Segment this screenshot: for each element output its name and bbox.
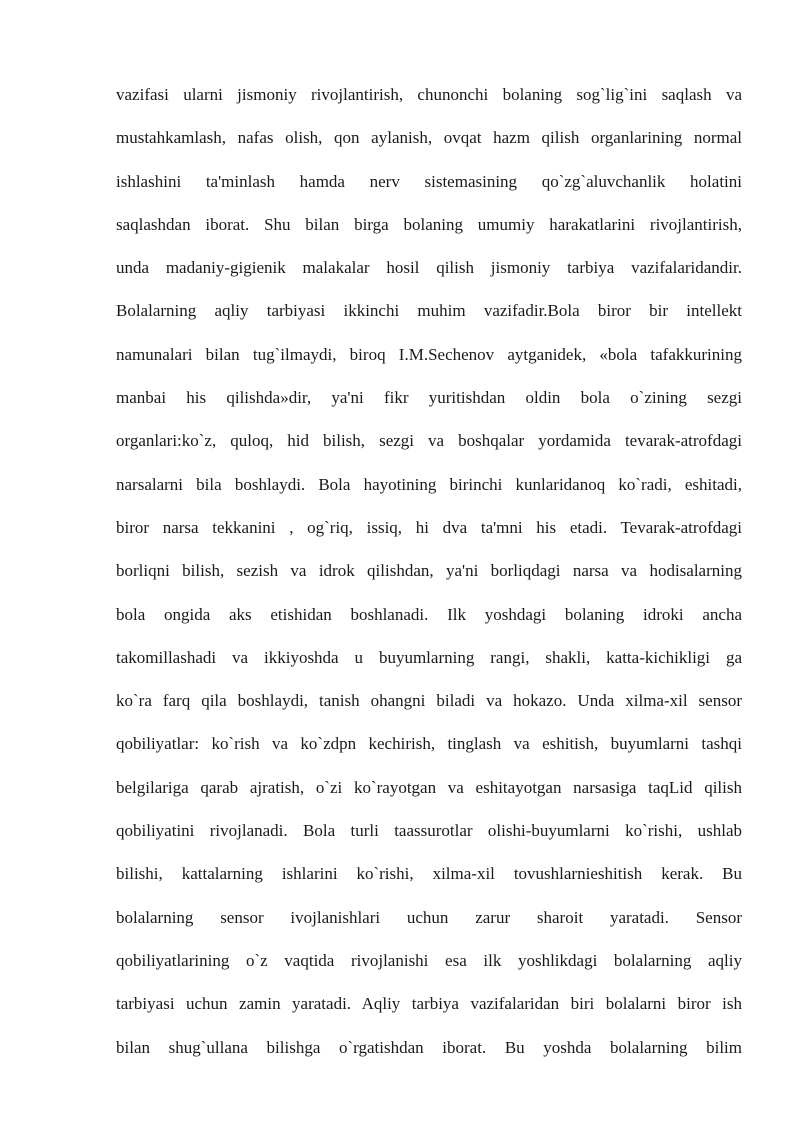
text-line: narsalarni bila boshlaydi. Bola hayotining birinchi kunlaridanoq ko`radi, eshitadi, [116, 474, 742, 494]
text-line: takomillashadi va ikkiyoshda u buyumlarning rangi, shakli, katta-kichikligi ga [116, 647, 742, 667]
text-line: bola ongida aks etishidan boshlanadi. Ilk yoshdagi bolaning idroki ancha [116, 604, 742, 624]
text-line: borliqni bilish, sezish va idrok qilishdan, ya'ni borliqdagi narsa va hodisalarning [116, 561, 742, 581]
text-line: namunalari bilan tug`ilmaydi, biroq I.M.Sechenov aytganidek, «bola tafakkurining [116, 344, 742, 364]
text-line: tarbiyasi uchun zamin yaratadi. Aqliy tarbiya vazifalaridan biri bolalarni biror ish [116, 994, 742, 1014]
text-line: vazifasi ularni jismoniy rivojlantirish, chunonchi bolaning sog`lig`ini saqlash va [116, 85, 742, 104]
text-line: mustahkamlash, nafas olish, qon aylanish, ovqat hazm qilish organlarining normal [116, 128, 742, 148]
text-line: ishlashini ta'minlash hamda nerv sistemasining qo`zg`aluvchanlik holatini [116, 171, 742, 191]
text-line: qobiliyatlarining o`z vaqtida rivojlanishi esa ilk yoshlikdagi bolalarning aqliy [116, 950, 742, 970]
text-line: bolalarning sensor ivojlanishlari uchun zarur sharoit yaratadi. Sensor [116, 907, 742, 927]
text-line: bilishi, kattalarning ishlarini ko`rishi, xilma-xil tovushlarnieshitish kerak. Bu [116, 864, 742, 884]
text-line: qobiliyatini rivojlanadi. Bola turli taassurotlar olishi-buyumlarni ko`rishi, ushlab [116, 821, 742, 841]
text-line: biror narsa tekkanini , og`riq, issiq, hi dva ta'mni his etadi. Tevarak-atrofdagi [116, 517, 742, 537]
text-line: organlari:ko`z, quloq, hid bilish, sezgi va boshqalar yordamida tevarak-atrofdagi [116, 431, 742, 451]
text-line: bilan shug`ullana bilishga o`rgatishdan iborat. Bu yoshda bolalarning bilim [116, 1037, 742, 1057]
text-line: belgilariga qarab ajratish, o`zi ko`rayotgan va eshitayotgan narsasiga taqLid qilish [116, 777, 742, 797]
text-line: saqlashdan iborat. Shu bilan birga bolaning umumiy harakatlarini rivojlantirish, [116, 214, 742, 234]
text-line: ko`ra farq qila boshlaydi, tanish ohangni biladi va hokazo. Unda xilma-xil sensor [116, 691, 742, 711]
body-text [116, 73, 742, 1069]
text-line: qobiliyatlar: ko`rish va ko`zdpn kechirish, tinglash va eshitish, buyumlarni tashqi [116, 734, 742, 754]
text-line: unda madaniy-gigienik malakalar hosil qilish jismoniy tarbiya vazifalaridandir. [116, 258, 742, 278]
text-line: manbai his qilishda»dir, ya'ni fikr yuritishdan oldin bola o`zining sezgi [116, 388, 742, 408]
text-line: Bolalarning aqliy tarbiyasi ikkinchi muhim vazifadir.Bola biror bir intellekt [116, 301, 742, 321]
